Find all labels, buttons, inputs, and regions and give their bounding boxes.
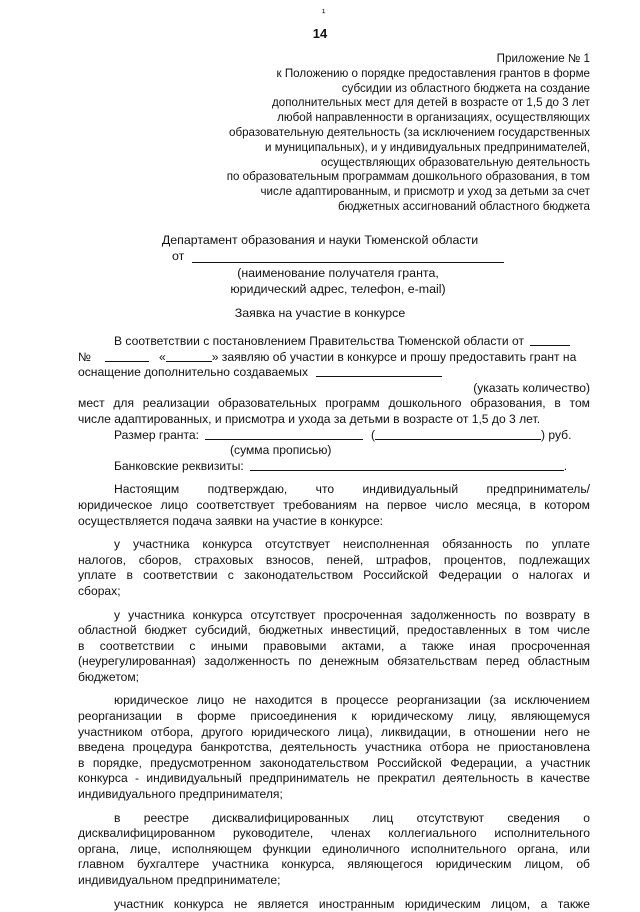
margin-mark: ¹: [322, 8, 326, 19]
appendix-line: и муниципальных), и у индивидуальных предпринимателей,: [265, 140, 590, 154]
p1-line-5: числе адаптированных, и присмотра и ухода за детьми в возрасте от 1,5 до 3 лет.: [78, 411, 541, 426]
item1-line: уплате в соответствии с законодательством Российской Федерации о налогах и: [78, 568, 590, 583]
page-number: 14: [312, 26, 328, 41]
number-blank-field[interactable]: [105, 350, 149, 362]
appendix-line: по образовательным программам дошкольного образования, в том: [226, 170, 590, 184]
item3-line: реорганизации в форме присоединения к юридическому лицу, являющемуся: [78, 709, 590, 724]
item2-line: областной бюджет субсидий, бюджетных инвестиций, предоставленных в том числе: [78, 623, 590, 638]
document-title: Заявка на участие в конкурсе: [234, 306, 406, 320]
recipient-hint: [0, 266, 640, 297]
item4-line: органа, лице, исполняющем функции единоличного исполнительного органа, или: [78, 841, 590, 856]
grant-label: Размер гранта:: [114, 427, 199, 442]
grant-amount-field[interactable]: [205, 428, 363, 440]
recipient-hint-line: юридический адрес, телефон, e-mail): [230, 281, 446, 296]
item4-line: дисквалифицированном руководителе, членах коллегиального исполнительного: [78, 826, 590, 841]
item2-line: (неурегулированная) задолженность по денежным обязательствам перед областным: [78, 654, 590, 669]
appendix-line: дополнительных мест для детей в возрасте от 1,5 до 3 лет: [272, 96, 590, 110]
p1-line-2: [78, 350, 590, 366]
grant-paren-close: ) руб.: [541, 427, 572, 442]
from-blank-field[interactable]: [192, 262, 504, 263]
bank-details-field[interactable]: [250, 459, 564, 471]
item3-line: в порядке, предусмотренном законодательством Российской Федерации, а участник: [78, 755, 590, 770]
bank-label: Банковские реквизиты:: [114, 458, 244, 473]
places-count-field[interactable]: [316, 365, 442, 377]
p1-line-1: [78, 334, 590, 350]
item3-line: конкурса - индивидуальный предприниматель не прекратил деятельность в качестве: [78, 771, 590, 786]
item3-line: юридическое лицо не находится в процессе реорганизации (за исключением: [114, 693, 590, 708]
places-count-hint: (указать количество): [473, 380, 590, 395]
appendix-line: осуществляющих образовательную деятельность: [320, 155, 590, 169]
p1-hint-row: [78, 381, 590, 397]
item1-line: у участника конкурса отсутствует неисполненная обязанность по уплате: [114, 537, 590, 552]
department-name: Департамент образования и науки Тюменской области: [161, 233, 479, 247]
number-label: №: [78, 349, 91, 364]
application-body: [78, 334, 590, 912]
appendix-line: субсидии из областного бюджета на создание: [341, 81, 590, 95]
confirm-line: юридическое лицо соответствует требованиям на первое число месяца, в котором: [78, 497, 590, 512]
confirm-line: осуществляется подача заявки на участие в конкурсе:: [78, 513, 384, 528]
item2-line: в соответствии с иными правовыми актами, а также иная просроченная: [78, 638, 590, 653]
item1-line: налогов, сборов, страховых взносов, пеней, штрафов, процентов, подлежащих: [78, 552, 590, 567]
item4-line: в реестре дисквалифицированных лиц отсутствуют сведения о: [114, 810, 590, 825]
grant-hint-row: [78, 443, 590, 459]
from-label: от: [172, 249, 185, 263]
bank-end: .: [563, 458, 568, 473]
grant-amount-words-field[interactable]: [375, 428, 541, 440]
confirm-line: Настоящим подтверждаю, что индивидуальный предприниматель/: [114, 482, 590, 497]
p1-line-4: мест для реализации образовательных программ дошкольного образования, в том: [78, 396, 590, 411]
quote-blank-field[interactable]: [166, 350, 212, 362]
item3-line: индивидуального предпринимателя;: [78, 787, 283, 802]
item5-line: участник конкурса не является иностранным юридическим лицом, а также: [114, 896, 590, 911]
item3-line: участником отбора, другого юридического лица), ликвидации, в отношении него не: [78, 724, 590, 739]
appendix-line: образовательную деятельность (за исключением государственных: [229, 125, 590, 139]
p1-text: В соответствии с постановлением Правительства Тюменской области от: [114, 334, 525, 348]
item2-line: бюджетом;: [78, 669, 140, 684]
appendix-line: Приложение № 1: [496, 52, 590, 65]
appendix-header: [170, 52, 590, 215]
p1-text: оснащение дополнительно создаваемых: [78, 365, 308, 380]
item2-line: у участника конкурса отсутствует просроченная задолженность по возврату в: [114, 607, 590, 622]
grant-hint: (сумма прописью): [230, 443, 332, 458]
item3-line: введена процедура банкротства, деятельность участника отбора не приостановлена: [78, 740, 590, 755]
item1-line: сборах;: [78, 583, 121, 598]
p1-line-3: [78, 365, 590, 381]
p1-text: » заявляю об участии в конкурсе и прошу предоставить грант на: [211, 349, 577, 364]
grant-row: [78, 428, 590, 444]
appendix-line: к Положению о порядке предоставления грантов в форме: [276, 66, 590, 80]
grant-paren-open: (: [370, 427, 375, 442]
item4-line: главном бухгалтере участника конкурса, являющегося юридическим лицом, об: [78, 857, 590, 872]
item4-line: индивидуальном предпринимателе;: [78, 873, 281, 887]
bank-row: [78, 459, 590, 475]
appendix-line: любой направленности в организациях, осуществляющих: [277, 111, 590, 125]
date-blank-field[interactable]: [530, 334, 570, 346]
quote-open: «: [158, 349, 166, 364]
appendix-line: бюджетных ассигнований областного бюджета: [337, 199, 590, 213]
appendix-line: числе адаптированным, и присмотр и уход за детьми за счет: [260, 185, 590, 199]
recipient-hint-line: (наименование получателя гранта,: [237, 266, 439, 280]
